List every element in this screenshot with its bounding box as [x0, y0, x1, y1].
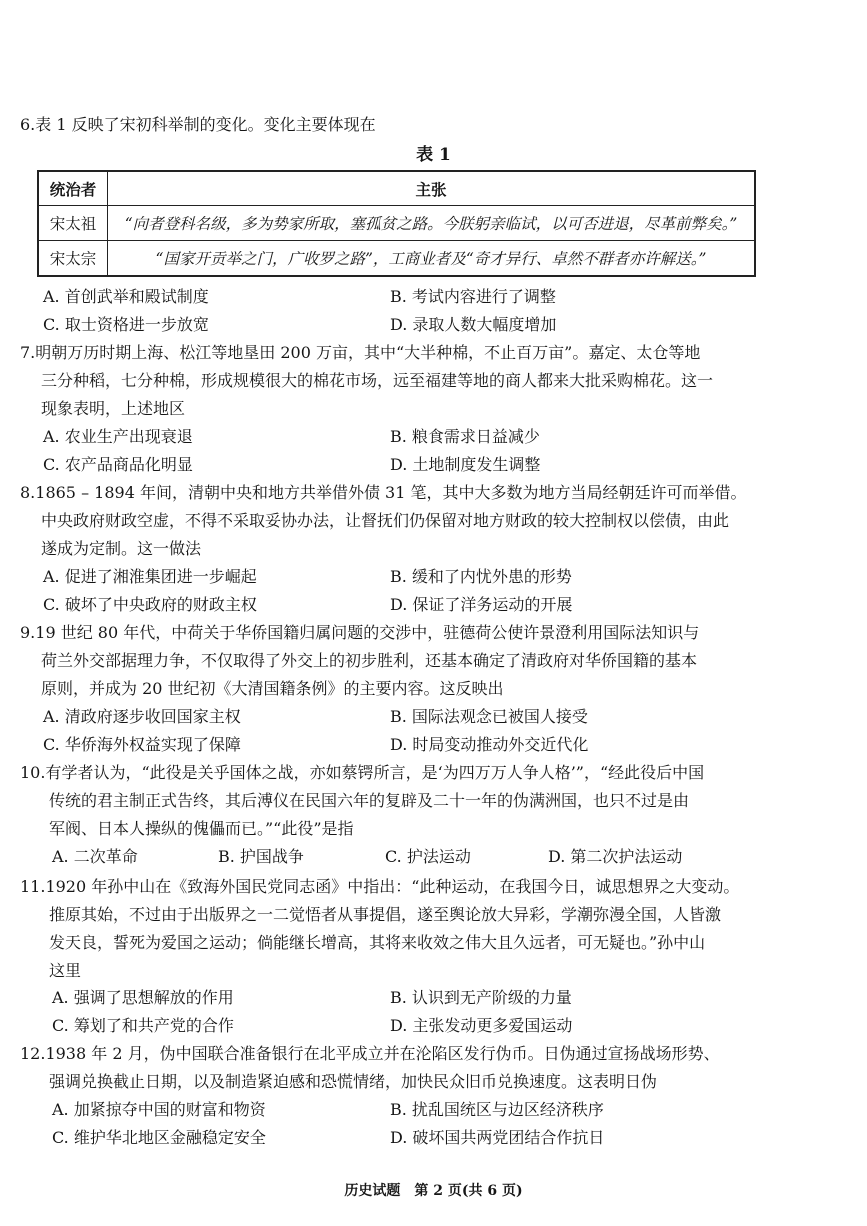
q7-stem-line: 7.明朝万历时期上海、松江等地垦田 200 万亩，其中“大半种棉，不止百万亩”。嘉定、太仓等地 — [20, 343, 701, 362]
q7-stem-line: 三分种稻，七分种棉，形成规模很大的棉花市场，远至福建等地的商人都来大批采购棉花。这一 — [41, 371, 714, 390]
q12-option-a[interactable]: A. 加紧掠夺中国的财富和物资 — [52, 1100, 266, 1119]
q11-option-c[interactable]: C. 筹划了和共产党的合作 — [52, 1016, 234, 1035]
q8-option-c[interactable]: C. 破坏了中央政府的财政主权 — [43, 595, 257, 614]
q8-stem-line: 中央政府财政空虚，不得不采取妥协办法，让督抚们仍保留对地方财政的较大控制权以偿债，由此 — [41, 511, 730, 530]
q8-option-b[interactable]: B. 缓和了内忧外患的形势 — [390, 567, 572, 586]
q7-stem-line: 现象表明，上述地区 — [41, 399, 186, 418]
q10-option-d[interactable]: D. 第二次护法运动 — [548, 847, 683, 866]
table-header-claim: 主张 — [108, 171, 756, 206]
q12-option-d[interactable]: D. 破坏国共两党团结合作抗日 — [390, 1128, 605, 1147]
page-footer: 历史试题 第 2 页(共 6 页) — [344, 1183, 523, 1199]
table-cell-claim: “国家开贡举之门，广收罗之路”，工商业者及“奇才异行、卓然不群者亦许解送。” — [108, 241, 756, 277]
q7-option-d[interactable]: D. 土地制度发生调整 — [390, 455, 541, 474]
q10-option-a[interactable]: A. 二次革命 — [52, 847, 138, 866]
q12-stem-line: 强调兑换截止日期，以及制造紧迫感和恐慌情绪，加快民众旧币兑换速度。这表明日伪 — [49, 1072, 658, 1091]
q6-option-a[interactable]: A. 首创武举和殿试制度 — [43, 287, 209, 306]
q11-option-a[interactable]: A. 强调了思想解放的作用 — [52, 988, 234, 1007]
q9-option-a[interactable]: A. 清政府逐步收回国家主权 — [43, 707, 241, 726]
table-cell-claim: “向者登科名级，多为势家所取，塞孤贫之路。今朕躬亲临试，以可否进退，尽革前弊矣。” — [108, 206, 756, 241]
q10-stem-line: 10.有学者认为，“此役是关乎国体之战，亦如蔡锷所言，是‘为四万万人争人格’”，“经此役后中国 — [20, 763, 705, 782]
q8-option-d[interactable]: D. 保证了洋务运动的开展 — [390, 595, 573, 614]
q10-option-b[interactable]: B. 护国战争 — [218, 847, 304, 866]
q7-option-b[interactable]: B. 粮食需求日益减少 — [390, 427, 540, 446]
q12-option-c[interactable]: C. 维护华北地区金融稳定安全 — [52, 1128, 266, 1147]
q7-option-c[interactable]: C. 农产品商品化明显 — [43, 455, 193, 474]
q9-option-d[interactable]: D. 时局变动推动外交近代化 — [390, 735, 589, 754]
q7-option-a[interactable]: A. 农业生产出现衰退 — [43, 427, 193, 446]
q6-option-b[interactable]: B. 考试内容进行了调整 — [390, 287, 556, 306]
q10-stem-line: 传统的君主制正式告终，其后溥仪在民国六年的复辟及二十一年的伪满洲国，也只不过是由 — [49, 791, 690, 810]
q9-option-b[interactable]: B. 国际法观念已被国人接受 — [390, 707, 588, 726]
q11-stem-line: 这里 — [49, 961, 82, 980]
q11-option-d[interactable]: D. 主张发动更多爱国运动 — [390, 1016, 573, 1035]
q10-option-c[interactable]: C. 护法运动 — [385, 847, 471, 866]
q6-stem: 6.表 1 反映了宋初科举制的变化。变化主要体现在 — [20, 115, 376, 134]
q6-option-c[interactable]: C. 取士资格进一步放宽 — [43, 315, 209, 334]
q12-stem-line: 12.1938 年 2 月，伪中国联合准备银行在北平成立并在沦陷区发行伪币。日伪通过宣扬战场形势、 — [20, 1044, 720, 1063]
q9-stem-line: 荷兰外交部据理力争，不仅取得了外交上的初步胜利，还基本确定了清政府对华侨国籍的基本 — [41, 651, 698, 670]
q10-stem-line: 军阀、日本人操纵的傀儡而已。”“此役”是指 — [49, 819, 354, 838]
table-row — [38, 241, 755, 277]
table-header-ruler: 统治者 — [38, 171, 108, 206]
q8-stem-line: 8.1865 – 1894 年间，清朝中央和地方共举借外债 31 笔，其中大多数为地方当局经朝廷许可而举借。 — [20, 483, 747, 502]
q6-option-d[interactable]: D. 录取人数大幅度增加 — [390, 315, 557, 334]
q9-stem-line: 原则，并成为 20 世纪初《大清国籍条例》的主要内容。这反映出 — [41, 679, 504, 698]
table-caption: 表 1 — [416, 145, 451, 165]
q12-option-b[interactable]: B. 扰乱国统区与边区经济秩序 — [390, 1100, 604, 1119]
table-row — [38, 206, 755, 241]
q9-option-c[interactable]: C. 华侨海外权益实现了保障 — [43, 735, 241, 754]
table-cell-ruler: 宋太祖 — [38, 206, 108, 241]
q11-stem-line: 11.1920 年孙中山在《致海外国民党同志函》中指出：“此种运动，在我国今日，诚思想界之大变动。 — [20, 877, 740, 896]
q8-stem-line: 遂成为定制。这一做法 — [41, 539, 202, 558]
q11-option-b[interactable]: B. 认识到无产阶级的力量 — [390, 988, 572, 1007]
q11-stem-line: 推原其始，不过由于出版界之一二觉悟者从事提倡，遂至舆论放大异彩，学潮弥漫全国，人皆激 — [49, 905, 722, 924]
q8-option-a[interactable]: A. 促进了湘淮集团进一步崛起 — [43, 567, 257, 586]
table-cell-ruler: 宋太宗 — [38, 241, 108, 277]
q9-stem-line: 9.19 世纪 80 年代，中荷关于华侨国籍归属问题的交涉中，驻德荷公使许景澄利用国际法知识与 — [20, 623, 700, 642]
q11-stem-line: 发天良，誓死为爱国之运动；倘能继长增高，其将来收效之伟大且久远者，可无疑也。”孙中山 — [49, 933, 706, 952]
q6-table — [37, 170, 756, 277]
table-header-row — [38, 171, 755, 206]
